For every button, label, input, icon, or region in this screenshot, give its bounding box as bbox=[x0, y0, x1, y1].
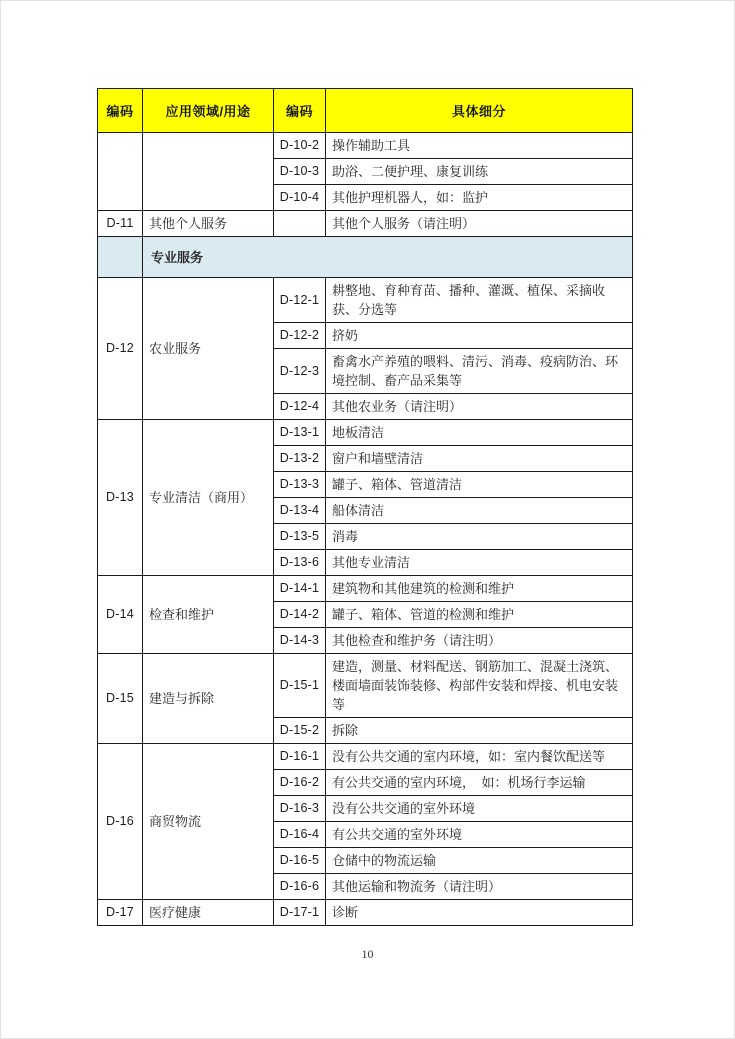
group-label-cell bbox=[143, 133, 274, 211]
item-code-cell: D-16-4 bbox=[274, 822, 326, 848]
item-detail-cell: 耕整地、育种育苗、播种、灌溉、植保、采摘收获、分选等 bbox=[326, 278, 633, 323]
item-code-cell: D-12-4 bbox=[274, 394, 326, 420]
item-detail-cell: 其他护理机器人，如：监护 bbox=[326, 185, 633, 211]
header-application-field: 应用领域/用途 bbox=[143, 89, 274, 133]
item-code-cell: D-15-1 bbox=[274, 654, 326, 718]
item-detail-cell: 其他农业务（请注明） bbox=[326, 394, 633, 420]
section-label-cell: 专业服务 bbox=[143, 237, 633, 278]
item-code-cell: D-16-3 bbox=[274, 796, 326, 822]
item-code-cell: D-10-4 bbox=[274, 185, 326, 211]
item-detail-cell: 拆除 bbox=[326, 718, 633, 744]
group-label-cell: 检查和维护 bbox=[143, 576, 274, 654]
item-code-cell: D-10-2 bbox=[274, 133, 326, 159]
header-code-col1: 编码 bbox=[98, 89, 143, 133]
item-code-cell: D-10-3 bbox=[274, 159, 326, 185]
item-detail-cell: 操作辅助工具 bbox=[326, 133, 633, 159]
item-detail-cell: 助浴、二便护理、康复训练 bbox=[326, 159, 633, 185]
group-code-cell: D-12 bbox=[98, 278, 143, 420]
item-detail-cell: 建筑物和其他建筑的检测和维护 bbox=[326, 576, 633, 602]
item-code-cell: D-12-2 bbox=[274, 323, 326, 349]
table-row bbox=[98, 420, 633, 446]
section-empty-cell bbox=[98, 237, 143, 278]
item-detail-cell: 消毒 bbox=[326, 524, 633, 550]
item-detail-cell: 罐子、箱体、管道的检测和维护 bbox=[326, 602, 633, 628]
header-row bbox=[98, 89, 633, 133]
header-code-col2: 编码 bbox=[274, 89, 326, 133]
item-code-cell: D-16-2 bbox=[274, 770, 326, 796]
item-code-cell: D-16-6 bbox=[274, 874, 326, 900]
table-row bbox=[98, 278, 633, 323]
item-code-cell: D-14-2 bbox=[274, 602, 326, 628]
item-code-cell: D-13-5 bbox=[274, 524, 326, 550]
item-code-cell: D-16-5 bbox=[274, 848, 326, 874]
item-code-cell: D-17-1 bbox=[274, 900, 326, 926]
item-detail-cell: 没有公共交通的室外环境 bbox=[326, 796, 633, 822]
item-code-cell: D-15-2 bbox=[274, 718, 326, 744]
group-code-cell: D-11 bbox=[98, 211, 143, 237]
group-label-cell: 商贸物流 bbox=[143, 744, 274, 900]
item-detail-cell: 其他检查和维护务（请注明） bbox=[326, 628, 633, 654]
item-detail-cell: 仓储中的物流运输 bbox=[326, 848, 633, 874]
item-detail-cell: 诊断 bbox=[326, 900, 633, 926]
table-row bbox=[98, 211, 633, 237]
item-code-cell: D-14-3 bbox=[274, 628, 326, 654]
item-code-cell: D-13-3 bbox=[274, 472, 326, 498]
item-detail-cell: 窗户和墙壁清洁 bbox=[326, 446, 633, 472]
group-code-cell: D-16 bbox=[98, 744, 143, 900]
item-detail-cell: 建造，测量、材料配送、钢筋加工、混凝土浇筑、楼面墙面装饰装修、构部件安装和焊接、机电安装等 bbox=[326, 654, 633, 718]
item-detail-cell: 地板清洁 bbox=[326, 420, 633, 446]
classification-table bbox=[97, 88, 633, 926]
item-code-cell: D-12-3 bbox=[274, 349, 326, 394]
group-code-cell bbox=[98, 133, 143, 211]
page-number: 10 bbox=[361, 947, 374, 961]
item-detail-cell: 畜禽水产养殖的喂料、清污、消毒、疫病防治、环境控制、畜产品采集等 bbox=[326, 349, 633, 394]
group-label-cell: 农业服务 bbox=[143, 278, 274, 420]
item-detail-cell: 有公共交通的室外环境 bbox=[326, 822, 633, 848]
item-code-cell: D-13-1 bbox=[274, 420, 326, 446]
item-detail-cell: 船体清洁 bbox=[326, 498, 633, 524]
table-row bbox=[98, 744, 633, 770]
item-code-cell: D-12-1 bbox=[274, 278, 326, 323]
item-code-cell: D-13-4 bbox=[274, 498, 326, 524]
group-label-cell: 建造与拆除 bbox=[143, 654, 274, 744]
table-row bbox=[98, 576, 633, 602]
section-row bbox=[98, 237, 633, 278]
table-row bbox=[98, 654, 633, 718]
item-code-cell: D-13-2 bbox=[274, 446, 326, 472]
item-detail-cell: 罐子、箱体、管道清洁 bbox=[326, 472, 633, 498]
item-detail-cell: 没有公共交通的室内环境，如：室内餐饮配送等 bbox=[326, 744, 633, 770]
group-code-cell: D-14 bbox=[98, 576, 143, 654]
item-detail-cell: 其他专业清洁 bbox=[326, 550, 633, 576]
group-code-cell: D-15 bbox=[98, 654, 143, 744]
group-code-cell: D-13 bbox=[98, 420, 143, 576]
group-code-cell: D-17 bbox=[98, 900, 143, 926]
group-label-cell: 专业清洁（商用） bbox=[143, 420, 274, 576]
item-detail-cell: 其他个人服务（请注明） bbox=[326, 211, 633, 237]
group-label-cell: 医疗健康 bbox=[143, 900, 274, 926]
header-detail: 具体细分 bbox=[326, 89, 633, 133]
group-label-cell: 其他个人服务 bbox=[143, 211, 274, 237]
table-body bbox=[98, 133, 633, 926]
item-code-cell bbox=[274, 211, 326, 237]
table-row bbox=[98, 900, 633, 926]
item-code-cell: D-14-1 bbox=[274, 576, 326, 602]
item-code-cell: D-16-1 bbox=[274, 744, 326, 770]
item-detail-cell: 其他运输和物流务（请注明） bbox=[326, 874, 633, 900]
item-code-cell: D-13-6 bbox=[274, 550, 326, 576]
table-row bbox=[98, 133, 633, 159]
item-detail-cell: 有公共交通的室内环境， 如：机场行李运输 bbox=[326, 770, 633, 796]
item-detail-cell: 挤奶 bbox=[326, 323, 633, 349]
